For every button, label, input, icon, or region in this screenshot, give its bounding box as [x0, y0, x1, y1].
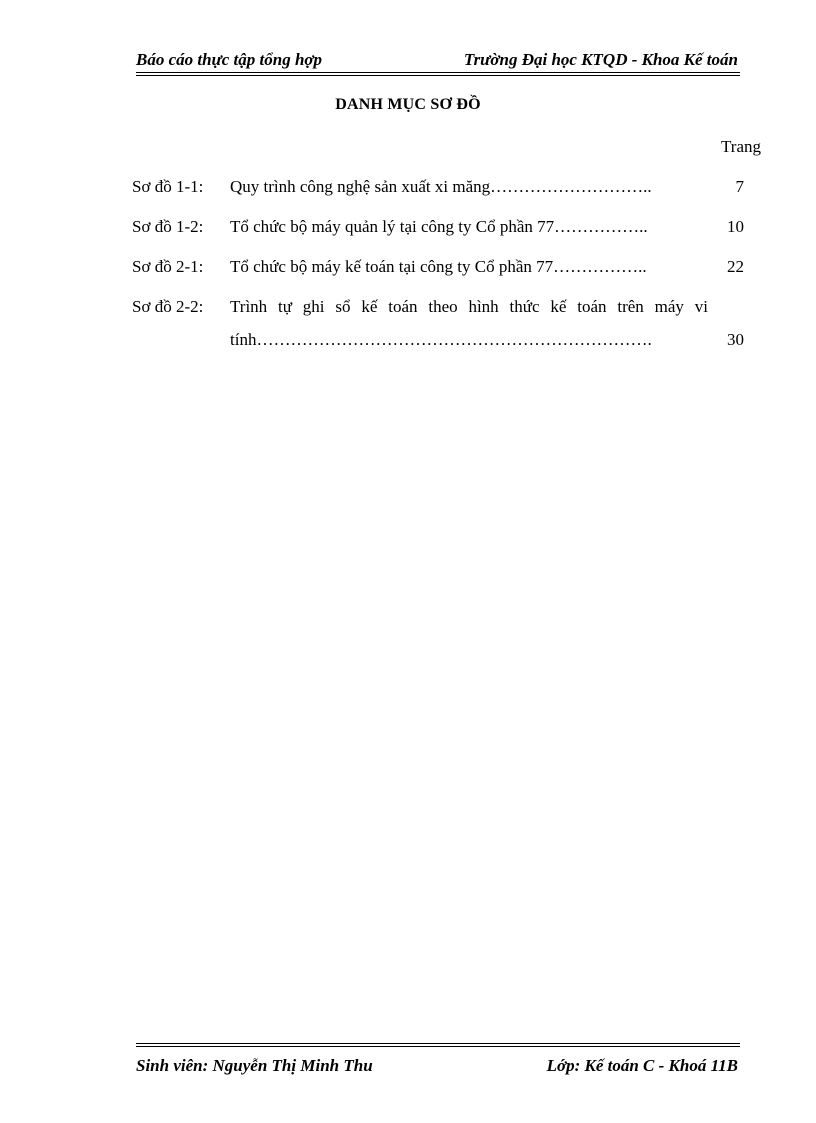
entry-text-line2: tính……………………………………………………………. [230, 330, 652, 349]
footer-rule-bottom [136, 1046, 740, 1047]
page-column-label: Trang [721, 137, 761, 156]
page-header [136, 50, 740, 70]
entry-label: Sơ đồ 1-2: [132, 217, 204, 236]
entry-page: 22 [727, 257, 744, 276]
footer-class: Lớp: Kế toán C - Khoá 11B [546, 1056, 738, 1075]
entry-label: Sơ đồ 1-1: [132, 177, 204, 196]
list-item [132, 257, 744, 281]
page-title: DANH MỤC SƠ ĐỒ [335, 96, 481, 113]
header-rule-top [136, 72, 740, 73]
list-item-continuation [132, 330, 744, 354]
entry-text: Quy trình công nghệ sản xuất xi măng……………………….. [230, 177, 652, 196]
entry-text: Tổ chức bộ máy kế toán tại công ty Cổ phần 77…………….. [230, 257, 647, 276]
entry-text: Tổ chức bộ máy quản lý tại công ty Cổ phần 77…………….. [230, 217, 648, 236]
entry-page: 7 [735, 177, 744, 196]
entry-label: Sơ đồ 2-2: [132, 297, 204, 316]
entry-text-line1: Trình tự ghi sổ kế toán theo hình thức kế toán trên máy vi [230, 297, 708, 316]
header-rule-bottom [136, 75, 740, 76]
list-item [132, 177, 744, 201]
entry-page: 10 [727, 217, 744, 236]
footer-student: Sinh viên: Nguyễn Thị Minh Thu [136, 1056, 373, 1075]
page-footer [136, 1056, 740, 1076]
list-item [132, 297, 744, 321]
list-item [132, 217, 744, 241]
footer-rule-top [136, 1043, 740, 1044]
header-school: Trường Đại học KTQD - Khoa Kế toán [463, 50, 738, 69]
entry-page: 30 [727, 330, 744, 349]
header-report-title: Báo cáo thực tập tổng hợp [136, 50, 323, 69]
entry-label: Sơ đồ 2-1: [132, 257, 204, 276]
